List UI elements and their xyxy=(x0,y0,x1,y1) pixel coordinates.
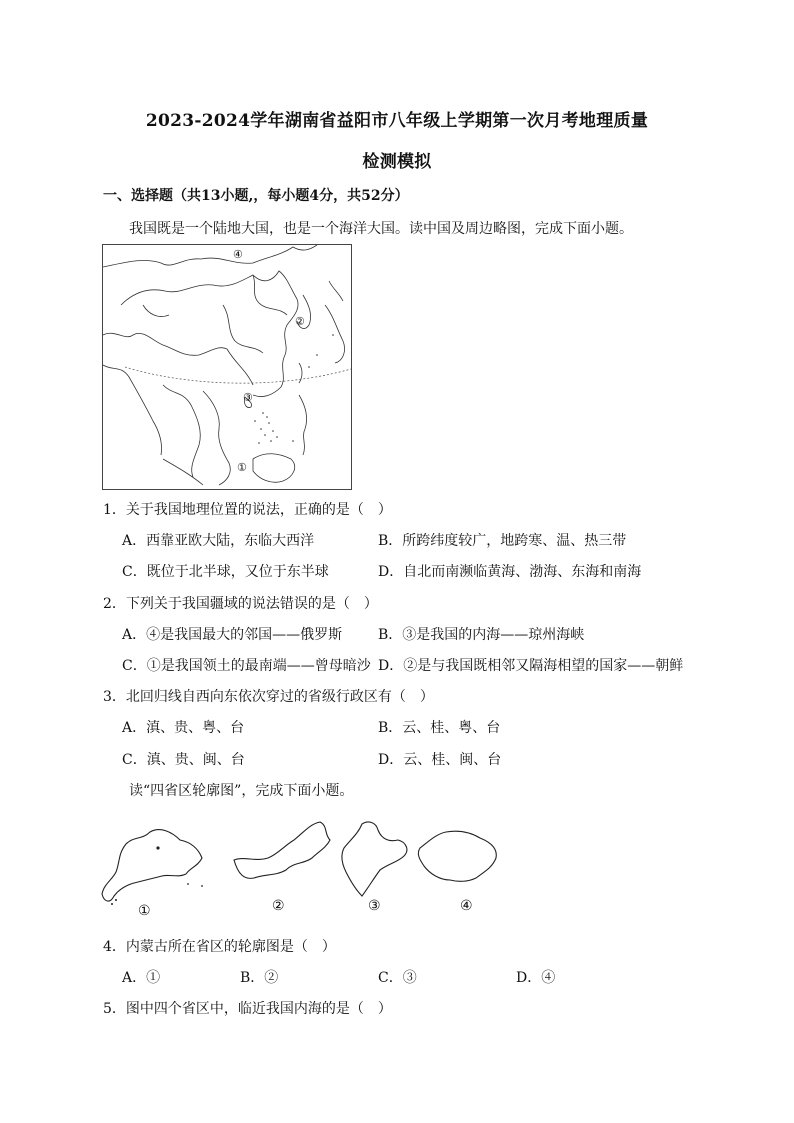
intro-text-outlines: 读“四省区轮廓图”，完成下面小题。 xyxy=(129,783,354,799)
q2-stem: 2．下列关于我国疆域的说法错误的是（ ） xyxy=(103,596,378,612)
q2-option-c[interactable]: C．①是我国领土的最南端——曾母暗沙 xyxy=(122,658,371,674)
map-label-2: ② xyxy=(295,315,305,328)
q3-stem: 3．北回归线自西向东依次穿过的省级行政区有（ ） xyxy=(103,689,434,705)
section-heading: 一、选择题（共13小题,，每小题4分，共52分） xyxy=(103,188,409,204)
q3-option-a[interactable]: A．滇、贵、粤、台 xyxy=(122,720,245,736)
province-outlines-figure xyxy=(98,818,528,924)
q2-option-d[interactable]: D．②是与我国既相邻又隔海相望的国家——朝鲜 xyxy=(378,658,684,674)
q4-option-b[interactable]: B．② xyxy=(240,970,279,986)
q4-option-c[interactable]: C．③ xyxy=(378,970,417,986)
q3-option-c[interactable]: C．滇、贵、闽、台 xyxy=(122,752,245,768)
q1-option-b[interactable]: B．所跨纬度较广，地跨寒、温、热三带 xyxy=(378,533,627,549)
page-title: 2023-2024学年湖南省益阳市八年级上学期第一次月考地理质量 xyxy=(145,111,649,131)
outline-label-1: ① xyxy=(138,903,151,919)
q1-option-c[interactable]: C．既位于北半球，又位于东半球 xyxy=(122,564,329,580)
q4-option-a[interactable]: A．① xyxy=(122,970,161,986)
outline-label-2: ② xyxy=(272,898,285,914)
china-map-drawing xyxy=(103,245,351,489)
intro-text-map: 我国既是一个陆地大国，也是一个海洋大国。读中国及周边略图，完成下面小题。 xyxy=(129,221,633,237)
q1-stem: 1．关于我国地理位置的说法，正确的是（ ） xyxy=(103,502,392,518)
q5-stem: 5．图中四个省区中，临近我国内海的是（ ） xyxy=(103,1001,392,1017)
q3-option-b[interactable]: B．云、桂、粤、台 xyxy=(378,720,501,736)
q2-option-a[interactable]: A．④是我国最大的邻国——俄罗斯 xyxy=(122,627,343,643)
q1-option-d[interactable]: D．自北而南濒临黄海、渤海、东海和南海 xyxy=(378,564,642,580)
outline-label-4: ④ xyxy=(460,898,473,914)
q1-option-a[interactable]: A．西靠亚欧大陆，东临大西洋 xyxy=(122,533,315,549)
q4-option-d[interactable]: D．④ xyxy=(516,970,556,986)
map-label-4: ④ xyxy=(233,248,243,261)
map-label-1: ① xyxy=(237,461,247,474)
q3-option-d[interactable]: D．云、桂、闽、台 xyxy=(378,752,502,768)
outline-label-3: ③ xyxy=(368,898,381,914)
page-subtitle: 检测模拟 xyxy=(362,152,432,172)
map-label-3: ③ xyxy=(243,391,253,404)
q2-option-b[interactable]: B．③是我国的内海——琼州海峡 xyxy=(378,627,585,643)
q4-stem: 4．内蒙古所在省区的轮廓图是（ ） xyxy=(103,939,336,955)
china-map xyxy=(102,244,352,490)
